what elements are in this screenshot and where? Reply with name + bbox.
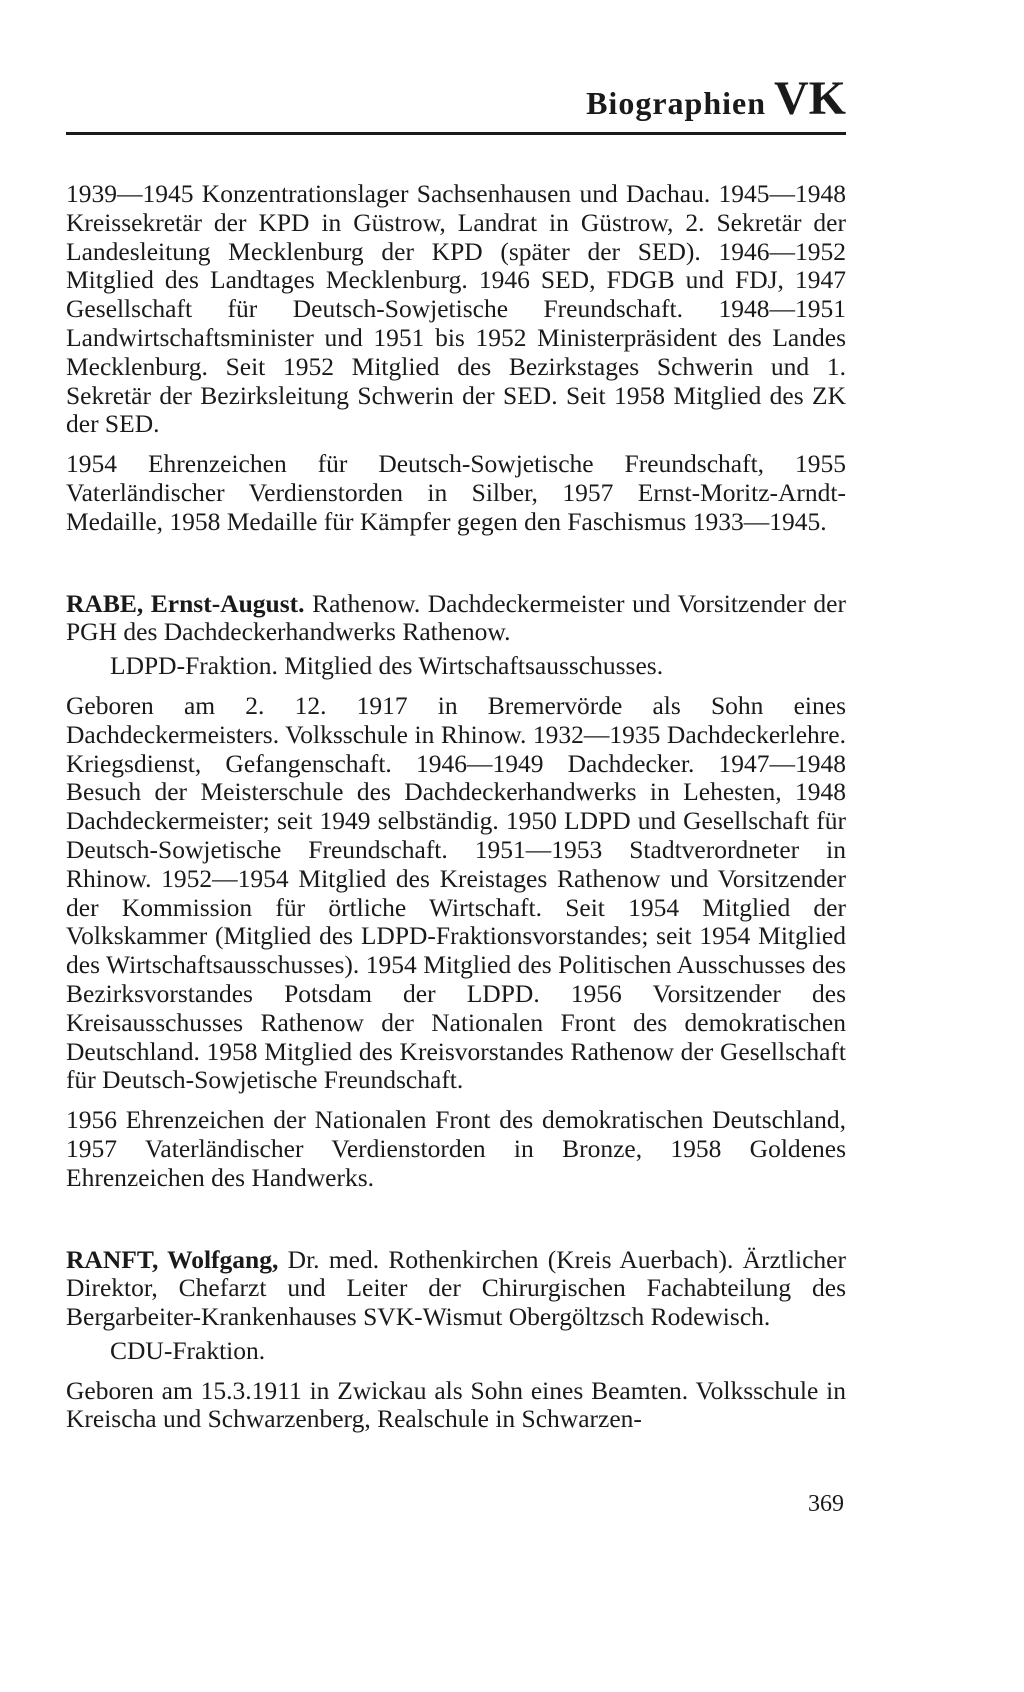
entry-ranft-head (66, 1246, 846, 1332)
entry-separator (66, 548, 846, 590)
entry-rabe-awards: 1956 Ehrenzeichen der Nationalen Front des demokratischen Deutschland, 1957 Vaterländischer Verdienstorden in Bronze, 1958 Goldenes Ehrenzeichen des Handwerks. (66, 1105, 846, 1192)
header-section-mark: VK (774, 72, 846, 125)
entry-ranft-name: RANFT, Wolfgang, (66, 1244, 279, 1274)
entry-rabe (66, 590, 846, 1193)
entry-rabe-position: Rathenow. Dachdeckermeister und Vorsitzender der PGH des Dachdeckerhandwerks Rathenow. (66, 588, 846, 647)
page-number: 369 (808, 1491, 844, 1517)
header-title (586, 71, 846, 126)
entry-rabe-name: RABE, Ernst-August. (66, 588, 305, 618)
running-header (66, 72, 846, 135)
entry-rabe-faction: LDPD-Fraktion. Mitglied des Wirtschaftsausschusses. (110, 651, 664, 681)
entry-rabe-head (66, 590, 846, 648)
entry-ranft-faction: CDU-Fraktion. (110, 1335, 266, 1365)
block1-awards: 1954 Ehrenzeichen für Deutsch-Sowjetische Freundschaft, 1955 Vaterländischer Verdienstorden in Silber, 1957 Ernst-Moritz-Arndt-Medaille, 1958 Medaille für Kämpfer gegen den Faschismus 1933—1945. (66, 449, 846, 536)
entry-ranft-bio: Geboren am 15.3.1911 in Zwickau als Sohn eines Beamten. Volksschule in Kreischa und Schwarzenberg, Realschule in Schwarzen- (66, 1375, 846, 1434)
header-title-text: Biographien (586, 85, 766, 121)
entry-ranft-position: Dr. med. Rothenkirchen (Kreis Auerbach). Ärztlicher Direktor, Chefarzt und Leiter der Chirurgischen Fachabteilung des Bergarbeiter-Krankenhauses SVK-Wismut Obergöltzsch Rodewisch. (66, 1244, 846, 1332)
entry-ranft (66, 1246, 846, 1435)
block1-bio: 1939—1945 Konzentrationslager Sachsenhausen und Dachau. 1945—1948 Kreissekretär der KPD in Güstrow, Landrat in Güstrow, 2. Sekretär der Landesleitung Mecklenburg der KPD (später der SED). 1946—1952 Mitglied des Landtages Mecklenburg. 1946 SED, FDGB und FDJ, 1947 Gesellschaft für Deutsch-Sowjetische Freundschaft. 1948—1951 Landwirtschaftsminister und 1951 bis 1952 Ministerpräsident des Landes Mecklenburg. Seit 1952 Mitglied des Bezirkstages Schwerin und 1. Sekretär der Bezirksleitung Schwerin der SED. Seit 1958 Mitglied des ZK der SED. (66, 179, 846, 439)
entry-separator (66, 1204, 846, 1246)
page-content (66, 180, 846, 1445)
entry-rabe-bio: Geboren am 2. 12. 1917 in Bremervörde als Sohn eines Dachdeckermeisters. Volksschule in Rhinow. 1932—1935 Dachdeckerlehre. Kriegsdienst, Gefangenschaft. 1946—1949 Dachdecker. 1947—1948 Besuch der Meisterschule des Dachdeckerhandwerks in Lehesten, 1948 Dachdeckermeister; seit 1949 selbständig. 1950 LDPD und Gesellschaft für Deutsch-Sowjetische Freundschaft. 1951—1953 Stadtverordneter in Rhinow. 1952—1954 Mitglied des Kreistages Rathenow und Vorsitzender der Kommission für örtliche Wirtschaft. Seit 1954 Mitglied der Volkskammer (Mitglied des LDPD-Fraktionsvorstandes; seit 1954 Mitglied des Wirtschaftsausschusses). 1954 Mitglied des Politischen Ausschusses des Bezirksvorstandes Potsdam der LDPD. 1956 Vorsitzender des Kreisausschusses Rathenow der Nationalen Front des demokratischen Deutschland. 1958 Mitglied des Kreisvorstandes Rathenow der Gesellschaft für Deutsch-Sowjetische Freundschaft. (66, 690, 846, 1095)
